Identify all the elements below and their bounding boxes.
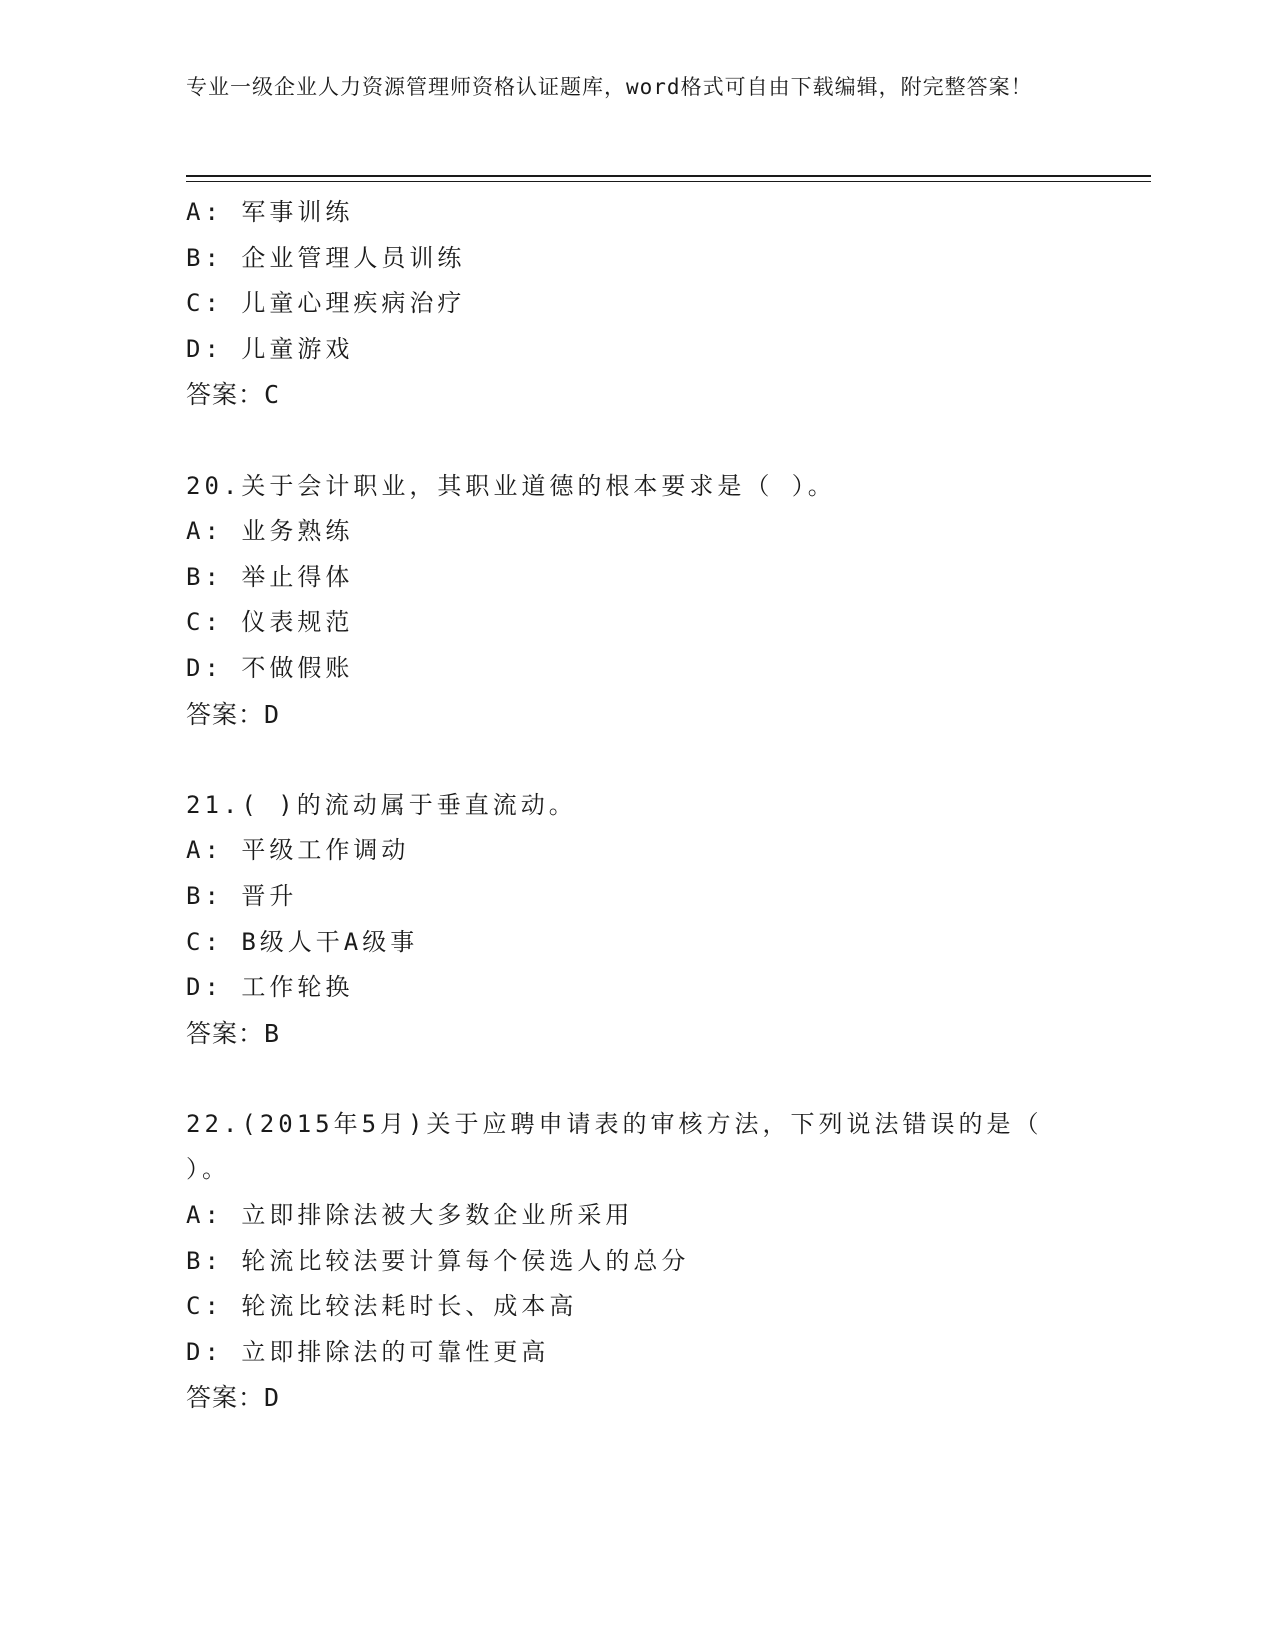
question-text-line-1: 22.(2015年5月)关于应聘申请表的审核方法，下列说法错误的是（	[186, 1109, 1043, 1138]
answer: 答案：C	[186, 380, 281, 410]
question-20	[186, 464, 1086, 738]
header-divider-thin	[186, 181, 1151, 182]
option-b: B: 轮流比较法要计算每个侯选人的总分	[186, 1246, 690, 1275]
option-b: B: 晋升	[186, 881, 298, 910]
spacer	[186, 418, 1086, 464]
option-a: A: 军事训练	[186, 198, 354, 226]
question-list	[186, 190, 1086, 1421]
option-b: B: 企业管理人员训练	[186, 243, 466, 272]
answer: 答案：D	[186, 1383, 281, 1413]
question-text: 20.关于会计职业，其职业道德的根本要求是（ ）。	[186, 471, 836, 500]
header-divider-thick	[186, 175, 1151, 177]
answer: 答案：D	[186, 699, 281, 729]
option-a: A: 平级工作调动	[186, 836, 410, 865]
option-c: C: 轮流比较法耗时长、成本高	[186, 1292, 578, 1321]
document-header	[186, 72, 1086, 103]
option-d: D: 不做假账	[186, 653, 354, 682]
answer: 答案：B	[186, 1018, 281, 1048]
spacer	[186, 1056, 1086, 1102]
option-d: D: 儿童游戏	[186, 334, 354, 363]
option-d: D: 工作轮换	[186, 973, 354, 1002]
question-21	[186, 783, 1086, 1057]
option-b: B: 举止得体	[186, 562, 354, 591]
question-text: 21.( )的流动属于垂直流动。	[186, 790, 577, 819]
question-19	[186, 190, 1086, 418]
spacer	[186, 737, 1086, 783]
option-a: A: 业务熟练	[186, 517, 354, 546]
question-text-line-2: ）。	[186, 1155, 230, 1184]
question-22	[186, 1102, 1086, 1421]
option-a: A: 立即排除法被大多数企业所采用	[186, 1201, 634, 1230]
option-c: C: 仪表规范	[186, 608, 354, 637]
option-d: D: 立即排除法的可靠性更高	[186, 1337, 550, 1366]
option-c: C: B级人干A级事	[186, 927, 419, 956]
option-c: C: 儿童心理疾病治疗	[186, 289, 466, 318]
header-intro: 专业一级企业人力资源管理师资格认证题库，word格式可自由下载编辑，附完整答案！	[186, 75, 1033, 99]
